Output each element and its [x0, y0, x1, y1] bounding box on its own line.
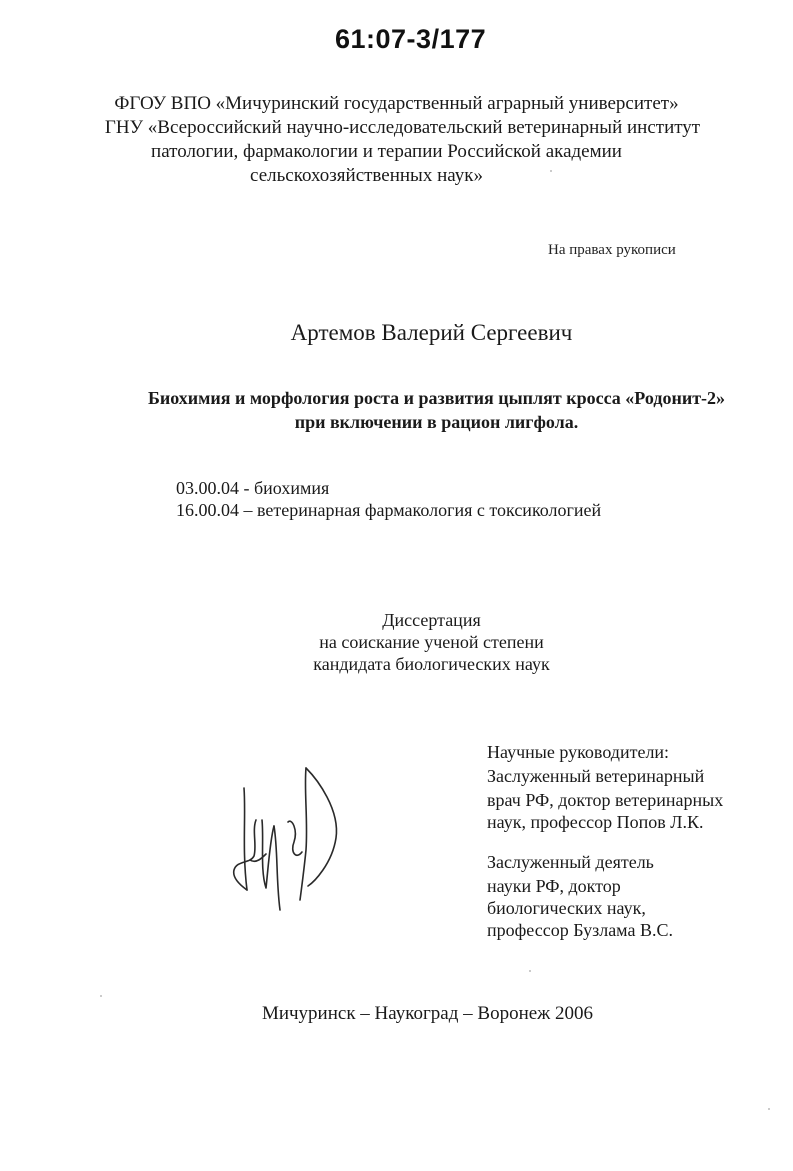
title-line-1: Биохимия и морфология роста и развития цыплят кросса «Родонит-2»	[147, 388, 726, 408]
signature-stroke	[262, 820, 274, 888]
scan-speck	[529, 970, 531, 972]
handwritten-signature	[222, 760, 352, 920]
rights-notice: На правах рукописи	[548, 242, 676, 258]
signature-stroke	[300, 768, 307, 900]
scan-speck	[550, 170, 552, 172]
supervisor-2-line-1: Заслуженный деятель	[487, 852, 654, 872]
supervisor-2-line-4: профессор Бузлама В.С.	[487, 920, 673, 940]
place-and-year: Мичуринск – Наукоград – Воронеж 2006	[261, 1003, 594, 1024]
signature-stroke	[306, 768, 336, 886]
degree-line-3: кандидата биологических наук	[313, 654, 550, 674]
author-name: Артемов Валерий Сергеевич	[290, 320, 573, 345]
supervisor-2-line-3: биологических наук,	[487, 898, 646, 918]
supervisor-1-line-2: врач РФ, доктор ветеринарных	[487, 790, 724, 810]
institution-line-2: ГНУ «Всероссийский научно-исследовательский ветеринарный институт	[104, 117, 701, 138]
scan-speck	[768, 1108, 770, 1110]
supervisor-1-line-3: наук, профессор Попов Л.К.	[487, 812, 704, 832]
signature-stroke	[244, 788, 247, 890]
specialty-biochemistry: 03.00.04 - биохимия	[176, 478, 330, 498]
institution-line-1: ФГОУ ВПО «Мичуринский государственный аграрный университет»	[114, 93, 679, 114]
supervisor-2-line-2: науки РФ, доктор	[487, 876, 621, 896]
degree-line-2: на соискание ученой степени	[319, 632, 544, 652]
institution-line-4: сельскохозяйственных наук»	[250, 165, 483, 186]
supervisor-1-line-1: Заслуженный ветеринарный	[487, 766, 705, 786]
institution-line-3: патологии, фармакологии и терапии Российской академии	[151, 141, 622, 162]
supervisors-heading: Научные руководители:	[487, 742, 670, 762]
degree-line-1: Диссертация	[382, 610, 481, 630]
signature-stroke	[288, 821, 302, 855]
signature-stroke	[274, 826, 280, 910]
archive-code: 61:07-3/177	[335, 24, 487, 54]
specialty-pharmacology: 16.00.04 – ветеринарная фармакология с токсикологией	[176, 500, 602, 520]
scan-speck	[100, 995, 102, 997]
title-line-2: при включении в рацион лигфола.	[294, 412, 579, 432]
